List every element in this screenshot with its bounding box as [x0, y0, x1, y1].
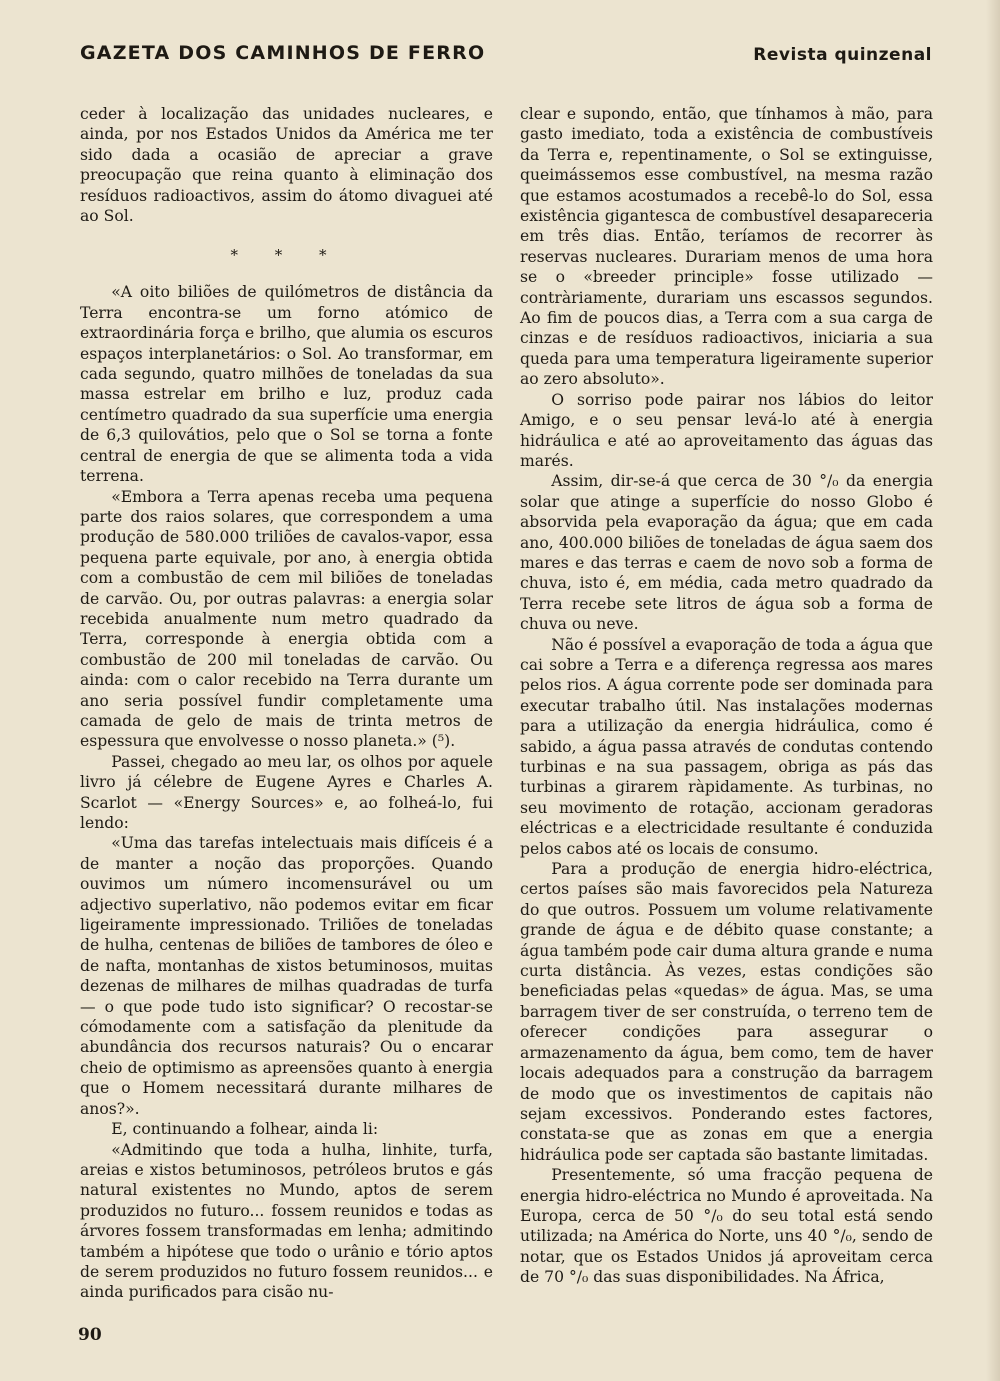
page-number: 90 — [78, 1325, 102, 1345]
paragraph: Não é possível a evaporação de toda a água que cai sobre a Terra e a diferença regressa aos mares pelos rios. A água corrente pode ser dominada para executar trabalho útil. Nas instalações modernas para a utilização da energia hidráulica, como é sabido, a água passa através de condutas contendo turbinas e na sua passagem, obriga as pás das turbinas a girarem ràpidamente. As turbinas, no seu movimento de rotação, accionam geradoras eléctricas e a electricidade resultante é conduzida pelos cabos até os locais de consumo. — [520, 635, 933, 858]
paragraph: «Embora a Terra apenas receba uma pequena parte dos raios solares, que correspondem a uma produção de 580.000 triliões de cavalos-vapor, essa pequena parte equivale, por ano, à energia obtida com a combustão de cem mil biliões de toneladas de carvão. Ou, por outras palavras: a energia solar recebida anualmente num metro quadrado da Terra, corresponde à energia obtida com a combustão de 200 mil toneladas de carvão. Ou ainda: com o calor recebido na Terra durante um ano seria possível fundir completamente uma camada de gelo de mais de trinta metros de espessura que envolvesse o nosso planeta.» (⁵). — [80, 487, 493, 751]
paragraph: Assim, dir-se-á que cerca de 30 °/₀ da energia solar que atinge a superfície do nosso Globo é absorvida pela evaporação da água; que em cada ano, 400.000 biliões de toneladas de água saem dos mares e das terras e caem de novo sob a forma de chuva, isto é, em média, cada metro quadrado da Terra recebe sete litros de água sob a forma de chuva ou neve. — [520, 472, 933, 634]
journal-subtitle: Revista quinzenal — [753, 45, 932, 65]
paragraph: O sorriso pode pairar nos lábios do leitor Amigo, e o seu pensar levá-lo até à energia hidráulica e até ao aproveitamento das águas das marés. — [520, 390, 933, 470]
journal-title: GAZETA DOS CAMINHOS DE FERRO — [80, 42, 486, 64]
right-column — [520, 104, 933, 1288]
paragraph: E, continuando a folhear, ainda li: — [111, 1120, 379, 1139]
section-separator: * * * — [230, 246, 343, 265]
paragraph-continuation: ceder à localização das unidades nucleares, e ainda, por nos Estados Unidos da América me ter sido dada a ocasião de apreciar a grave preocupação que reina quanto à eliminação dos resíduos radioactivos, assim do átomo divaguei até ao Sol. — [80, 105, 493, 226]
paragraph-continuation: clear e supondo, então, que tínhamos à mão, para gasto imediato, toda a existência de combustíveis da Terra e, repentinamente, o Sol se extinguisse, queimássemos esse combustível, na mesma razão que estamos acostumados a recebê-lo do Sol, essa existência gigantesca de combustível desapareceria em três dias. Então, teríamos de recorrer às reservas nucleares. Durariam menos de uma hora se o «breeder principle» fosse utilizado — contràriamente, durariam uns escassos segundos. Ao fim de poucos dias, a Terra com a sua carga de cinzas e de resíduos radioactivos, iniciaria a sua queda para uma temperatura ligeiramente superior ao zero absoluto». — [520, 105, 933, 389]
paragraph: Para a produção de energia hidro-eléctrica, certos países são mais favorecidos pela Natureza do que outros. Possuem um volume relativamente grande de água e de débito quase constante; a água também pode cair duma altura grande e numa curta distância. Às vezes, estas condições são beneficiadas pelas «quedas» de água. Mas, se uma barragem tiver de ser construída, o terreno tem de oferecer condições para assegurar o armazenamento da água, bem como, tem de haver locais adequados para a construção da barragem de modo que os investimentos de capitais não sejam excessivos. Ponderando estes factores, constata-se que as zonas em que a energia hidráulica pode ser captada são bastante limitadas. — [520, 860, 933, 1164]
paragraph: Presentemente, só uma fracção pequena de energia hidro-eléctrica no Mundo é aproveitada. Na Europa, cerca de 50 °/₀ do seu total está sendo utilizada; na América do Norte, uns 40 °/₀, sendo de notar, que os Estados Unidos já aproveitam cerca de 70 °/₀ das suas disponibilidades. Na África, — [520, 1166, 933, 1287]
paragraph: Passei, chegado ao meu lar, os olhos por aquele livro já célebre de Eugene Ayres e Charles A. Scarlot — «Energy Sources» e, ao folheá-lo, fui lendo: — [80, 752, 493, 832]
paragraph: «Admitindo que toda a hulha, linhite, turfa, areias e xistos betuminosos, petróleos brutos e gás natural existentes no Mundo, aptos de serem produzidos no futuro... fossem reunidos e todas as árvores fossem transformadas em lenha; admitindo também a hipótese que todo o urânio e tório aptos de serem produzidos no futuro fossem reunidos... e ainda purificados para cisão nu- — [80, 1140, 493, 1302]
page-edge-shadow — [986, 0, 1000, 1381]
paragraph: «Uma das tarefas intelectuais mais difíceis é a de manter a noção das proporções. Quando ouvimos um número incomensurável ou um adjectivo superlativo, não podemos evitar em ficar ligeiramente impressionado. Triliões de toneladas de hulha, centenas de biliões de tambores de óleo e de nafta, montanhas de xistos betuminosos, muitas dezenas de milhares de milhas quadradas de turfa — o que pode tudo isto significar? O recostar-se cómodamente com a satisfação da plenitude da abundância dos recursos naturais? Ou o encarar cheio de optimismo as apreensões quanto à energia que o Homem necessitará durante milhares de anos?». — [80, 834, 493, 1118]
paragraph: «A oito biliões de quilómetros de distância da Terra encontra-se um forno atómico de extraordinária força e brilho, que alumia os escuros espaços interplanetários: o Sol. Ao transformar, em cada segundo, quatro milhões de toneladas da sua massa estrelar em brilho e luz, produz cada centímetro quadrado da sua superfície uma energia de 6,3 quilovátios, pelo que o Sol se torna a fonte central de energia de que se alimenta toda a vida terrena. — [80, 283, 493, 486]
left-column — [80, 104, 493, 1303]
